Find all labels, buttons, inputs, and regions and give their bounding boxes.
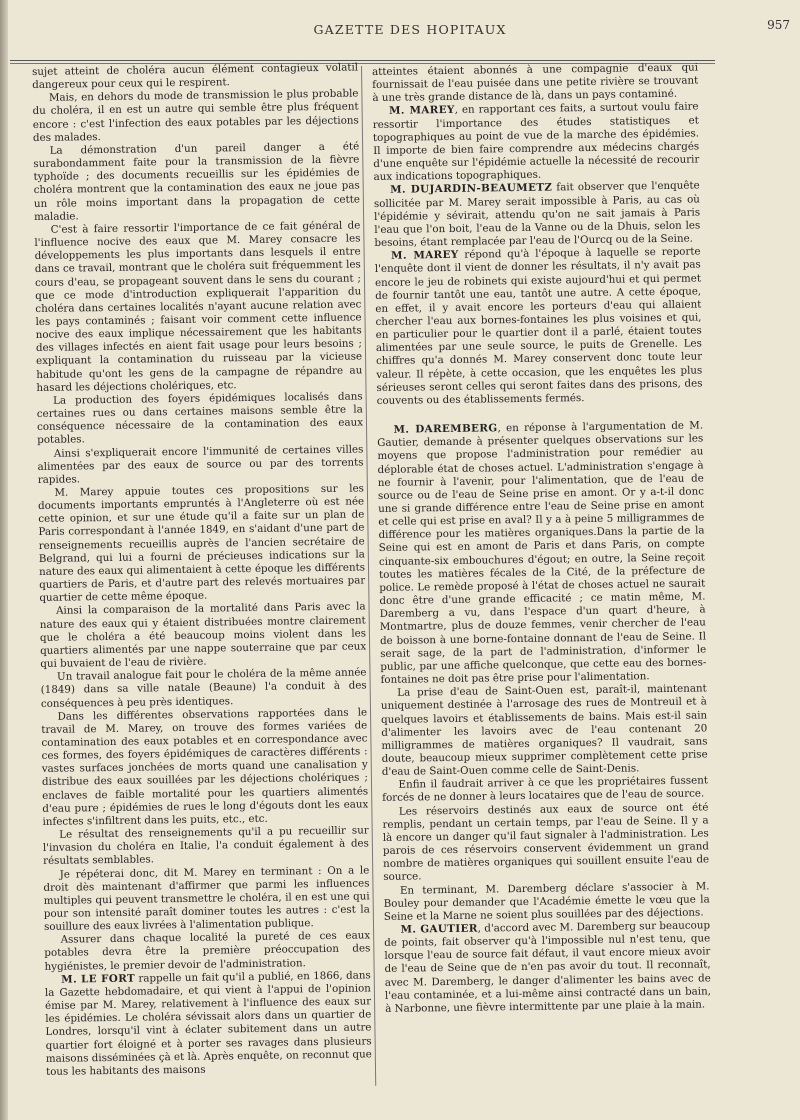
paragraph-text: répond qu'à l'époque à laquelle se reporte l'enquête dont il vient de donner les résultats, il n'y avait pas encore le jeu de robinets qui existe aujourd'hui et qui permet de fournir tantôt une eau, tantôt une autre. A cette époque, en effet, il y avait encore les porteurs d'eau qui allaient chercher l'eau aux bornes-fontaines les plus voisines et qui, en particulier pour le quartier dont il a parlé, étaient toutes alimentées par une seule source, le puits de Grenelle. Les chiffres qu'a donnés M. Marey conservent donc toute leur valeur. Il répète, à cette occasion, que les enquêtes les plus sérieuses seront celles qui seront faites dans des prisons, des couvents ou des établissements fermés. <box>374 245 703 407</box>
paragraph-text: La production des foyers épidémiques localisés dans certaines rues ou dans certaines maisons semble être la conséquence nécessaire de la contamination des eaux potables. <box>36 390 364 447</box>
paragraph <box>33 140 360 223</box>
paragraph <box>32 88 359 145</box>
paragraph <box>43 824 370 868</box>
paragraph-text: M. Marey appuie toutes ces propositions sur les documents importants empruntés à l'Angleterre où est née cette opinion, et sur une étude qu'il a faite sur un plan de Paris correspondant à l'année 1849, en s'aidant d'une part de renseignements recueillis auprès de l'ancien secrétaire de Belgrand, qui lui a fourni de précieuses indications sur la nature des eaux qui alimentaient à cette époque les différents quartiers de Paris, et d'autre part des relevés mortuaires par quartier de cette même époque. <box>38 482 366 605</box>
paragraph-text: Assurer dans chaque localité la pureté de ces eaux potables devra être la première préoccupation des hygiénistes, le premier devoir de l'administration. <box>44 929 371 973</box>
paragraph-text: rappelle un fait qu'il a publié, en 1866, dans la Gazette hebdomadaire, et qui vient à l'appui de l'opinion émise par M. Marey, relativement à l'influence des eaux sur les épidémies. Le choléra sévissait alors dans un quartier de Londres, lorsqu'il vint à éclater subitement dans un autre quartier fort éloigné et à porter ses ravages dans plusieurs maisons disséminées çà et là. Après enquête, on reconnut que tous les habitants des maisons <box>44 969 372 1078</box>
paragraph-text: Le résultat des renseignements qu'il a pu recueillir sur l'invasion du choléra en Italie, l'a conduit également à des résultats semblables. <box>42 824 369 868</box>
paragraph-text: La prise d'eau de Saint-Ouen est, paraît-il, maintenant uniquement destinée à l'arrosage des rues de Montreuil et à quelques lavoirs et établissements de bains. Mais est-il sain d'alimenter les lavoirs avec de l'eau contenant 20 milligrammes de matières organiques? Il vaudrait, sans doute, beaucoup mieux supprimer complètement cette prise d'eau de Saint-Ouen comme celle de Saint-Denis. <box>380 682 708 779</box>
paragraph-text: Mais, en dehors du mode de transmission le plus probable du choléra, il en est un autre qui semble être plus fréquent encore : c'est l'infection des eaux potables par les déjections des malades. <box>32 87 359 144</box>
paragraph <box>40 601 367 671</box>
speaker-name: M. MAREY <box>389 104 455 118</box>
speaker-name: M. GAUTIER <box>400 922 478 936</box>
page-header <box>60 18 790 48</box>
paragraph-text: Ainsi la comparaison de la mortalité dans Paris avec la nature des eaux qui y étaient distribuées montre clairement que le choléra a été beaucoup moins violent dans les quartiers alimentés par une nappe souterraine que par ceux qui buvaient de l'eau de rivière. <box>39 600 367 670</box>
speaker-name: M. MAREY <box>391 248 459 262</box>
paragraph <box>41 706 369 829</box>
paragraph <box>45 969 372 1079</box>
page-number: 957 <box>767 18 790 32</box>
right-column <box>372 61 712 1095</box>
journal-title: GAZETTE DES HOPITAUX <box>313 22 507 37</box>
paragraph <box>38 482 366 605</box>
paragraph <box>375 246 703 408</box>
paragraph <box>37 390 364 447</box>
paragraph-text: Dans les différentes observations rapportées dans le travail de M. Marey, on trouve des formes variées de contamination des eaux potables et en correspondance avec ces formes, des foyers épidémiques de caractères différents : vastes surfaces jonchées de morts quand une canalisation y distribue des eaux souillées par les déjections cholériques ; enclaves de faible mortalité pour les quartiers alimentés d'eau pure ; épidémies de rues le long d'égouts dont les eaux infectes s'infiltrent dans les puits, etc., etc. <box>41 706 369 828</box>
paragraph <box>37 443 364 487</box>
paragraph-text: , en réponse à l'argumentation de M. Gautier, demande à présenter quelques observations sur les moyens que propose l'administration pour remédier au déplorable état de choses actuel. L'administration s'engage à ne fournir à l'avenir, pour l'alimentation, que de l'eau de source ou de l'eau de Seine prise en amont. Or y a-t-il donc une si grande différence entre l'eau de Seine prise en amont et celle qui est prise en aval? Il y a à peine 5 milligrammes de différence pour les matières organiques.Dans la partie de la Seine qui est en amont de Paris et dans Paris, on compte cinquante-six embouchures d'égout; en outre, la Seine reçoit toutes les matières fécales de la Cité, de la préfecture de police. Le remède proposé à l'état de choses actuel ne saurait donc être d'une grande efficacité ; ce matin même, M. Daremberg a vu, dans l'espace d'un quart d'heure, à Montmartre, plus de douze femmes, venir chercher de l'eau de boisson à une borne-fontaine donnant de l'eau de Seine. Il serait sage, de la part de l'administration, d'informer le public, par une affiche quelconque, que cette eau des bornes-fontaines ne doit pas être prise pour l'alimentation. <box>377 419 707 686</box>
header-rule <box>10 60 715 61</box>
paragraph <box>374 180 701 250</box>
paragraph <box>383 880 710 924</box>
speaker-name: M. DAREMBERG <box>393 422 498 436</box>
paragraph <box>34 219 362 395</box>
paragraph <box>372 61 699 105</box>
page-edge <box>0 0 8 1120</box>
paragraph <box>44 930 371 974</box>
paragraph <box>40 667 367 711</box>
paragraph-text: Enfin il faudrait arriver à ce que les propriétaires fussent forcés de ne donner à leurs locataires que de l'eau de source. <box>382 774 709 805</box>
paragraph-text: sujet atteint de choléra aucun élément contagieux volatil dangereux pour ceux qui le respirent. <box>32 61 359 92</box>
speaker-name: M. LE FORT <box>61 972 136 986</box>
paragraph <box>382 801 709 884</box>
paragraph-text: Un travail analogue fait pour le choléra de la même année (1849) dans sa ville natale (Beaune) l'a conduit à des conséquences à peu près identiques. <box>40 666 367 710</box>
paragraph-text: fait observer que l'enquête sollicitée par M. Marey serait impossible à Paris, au cas où l'épidémie y sévirait, attendu qu'on ne sait jamais à Paris l'eau que l'on boit, l'eau de la Vanne ou de la Dhuis, selon les besoins, étant remplacée par l'eau de l'Ourcq ou de la Seine. <box>373 179 701 250</box>
paragraph <box>381 683 708 780</box>
left-column <box>32 61 372 1095</box>
paragraph <box>373 101 700 184</box>
speaker-name: M. DUJARDIN-BEAUMETZ <box>390 181 553 197</box>
paragraph-text: atteintes étaient abonnés à une compagnie d'eaux qui fournissait de l'eau puisée dans une petite rivière se trouvant à une très grande distance de là, dans un pays contaminé. <box>372 61 699 105</box>
paragraph-text: Je répéterai donc, dit M. Marey en terminant : On a le droit dès maintenant d'affirmer que parmi les influences multiples qui peuvent transmettre le choléra, il en est une qui pour son intensité paraît dominer toutes les autres : c'est la souillure des eaux livrées à l'alimentation publique. <box>43 863 370 934</box>
paragraph-text: Ainsi s'expliquerait encore l'immunité de certaines villes alimentées par des eaux de source ou par des torrents rapides. <box>37 442 364 486</box>
paragraph-text: , en rapportant ces faits, a surtout voulu faire ressortir l'importance des études statistiques et topographiques au point de vue de la marche des épidémies. Il importe de bien faire comprendre aux médecins chargés d'une enquête sur l'épidémie actuelle la nécessité de recourir aux indications topographiques. <box>372 100 700 184</box>
paragraph-text: Les réservoirs destinés aux eaux de source ont été remplis, pendant un certain temps, par l'eau de Seine. Il y a là encore un danger qu'il faut signaler à l'administration. Les parois de ces réservoirs conservent évidemment un grand nombre de matières organiques qui souillent ensuite l'eau de source. <box>382 800 710 884</box>
paragraph <box>43 864 370 934</box>
paragraph-text: , d'accord avec M. Daremberg sur beaucoup de points, fait observer qu'à l'impossible nul n'est tenu, que lorsque l'eau de source fait défaut, il vaut encore mieux avoir de l'eau de Seine que de n'en pas avoir du tout. Il reconnaît, avec M. Daremberg, le danger d'alimenter les bains avec de l'eau contaminée, et a lui-même ainsi contracté dans un bain, à Narbonne, une fièvre intermittente par une plaie à la main. <box>384 919 712 1015</box>
paragraph-text: En terminant, M. Daremberg déclare s'associer à M. Bouley pour demander que l'Académie émette le vœu que la Seine et la Marne ne soient plus souillées par des déjections. <box>383 879 710 923</box>
paragraph <box>377 419 707 687</box>
paragraph-text: La démonstration d'un pareil danger a été surabondamment faite pour la transmission de la fièvre typhoïde ; des documents recueillis sur les épidémies de choléra montrent que la contamination des eaux ne joue pas un rôle moins important dans la propagation de cette maladie. <box>33 140 360 223</box>
paragraph-text: C'est à faire ressortir l'importance de ce fait général de l'influence nocive des eaux que M. Marey consacre les développements les plus importants dans lesquels il entre dans ce travail, montrant que le choléra suit fréquemment les cours d'eau, se propageant souvent dans le sens du courant ; que ce mode d'introduction expliquerait l'apparition du choléra dans certaines localités n'ayant aucune relation avec les pays contaminés ; faisant voir comment cette influence nocive des eaux implique nécessairement que les habitants des villages infectés en aient fait usage pour leurs besoins ; expliquant la contamination du ruisseau par la vicieuse habitude qu'ont les gens de la campagne de répandre au hasard les déjections cholériques, etc. <box>34 219 363 394</box>
paragraph <box>384 919 711 1016</box>
